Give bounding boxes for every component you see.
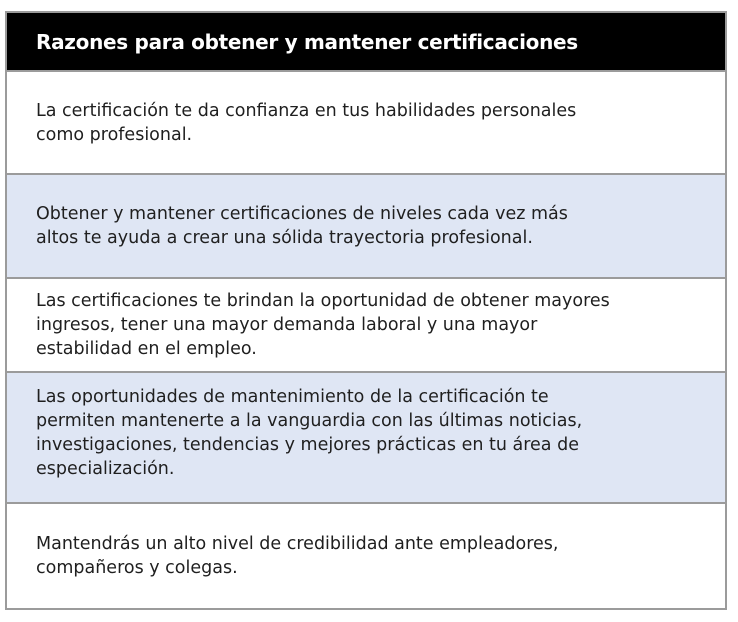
row-line: ingresos, tener una mayor demanda laboral y una mayor	[36, 315, 538, 335]
table-row	[7, 371, 725, 502]
table-row	[7, 173, 725, 277]
row-text	[36, 289, 610, 361]
row-text	[36, 385, 582, 481]
row-text	[36, 99, 576, 147]
table-row	[7, 277, 725, 371]
row-line: como profesional.	[36, 124, 193, 145]
table-header	[7, 13, 725, 70]
table-header-title: Razones para obtener y mantener certificaciones	[36, 29, 578, 54]
row-line: permiten mantenerte a la vanguardia con las últimas noticias,	[36, 411, 583, 431]
row-line: investigaciones, tendencias y mejores prácticas en tu área de	[36, 435, 579, 455]
row-line: compañeros y colegas.	[36, 558, 238, 578]
row-line: La certificación te da confianza en tus habilidades personales	[36, 100, 577, 121]
row-line: Las certificaciones te brindan la oportunidad de obtener mayores	[36, 291, 610, 311]
row-text	[36, 202, 568, 250]
row-line: estabilidad en el empleo.	[36, 339, 257, 359]
row-line: Las oportunidades de mantenimiento de la certificación te	[36, 387, 549, 407]
row-line: Obtener y mantener certificaciones de niveles cada vez más	[36, 204, 568, 224]
certification-reasons-table	[5, 11, 727, 610]
row-line: altos te ayuda a crear una sólida trayectoria profesional.	[36, 228, 533, 248]
row-text	[36, 532, 558, 580]
row-line: especialización.	[36, 459, 175, 479]
row-line: Mantendrás un alto nivel de credibilidad ante empleadores,	[36, 534, 559, 554]
table-row	[7, 502, 725, 608]
table-row	[7, 70, 725, 173]
